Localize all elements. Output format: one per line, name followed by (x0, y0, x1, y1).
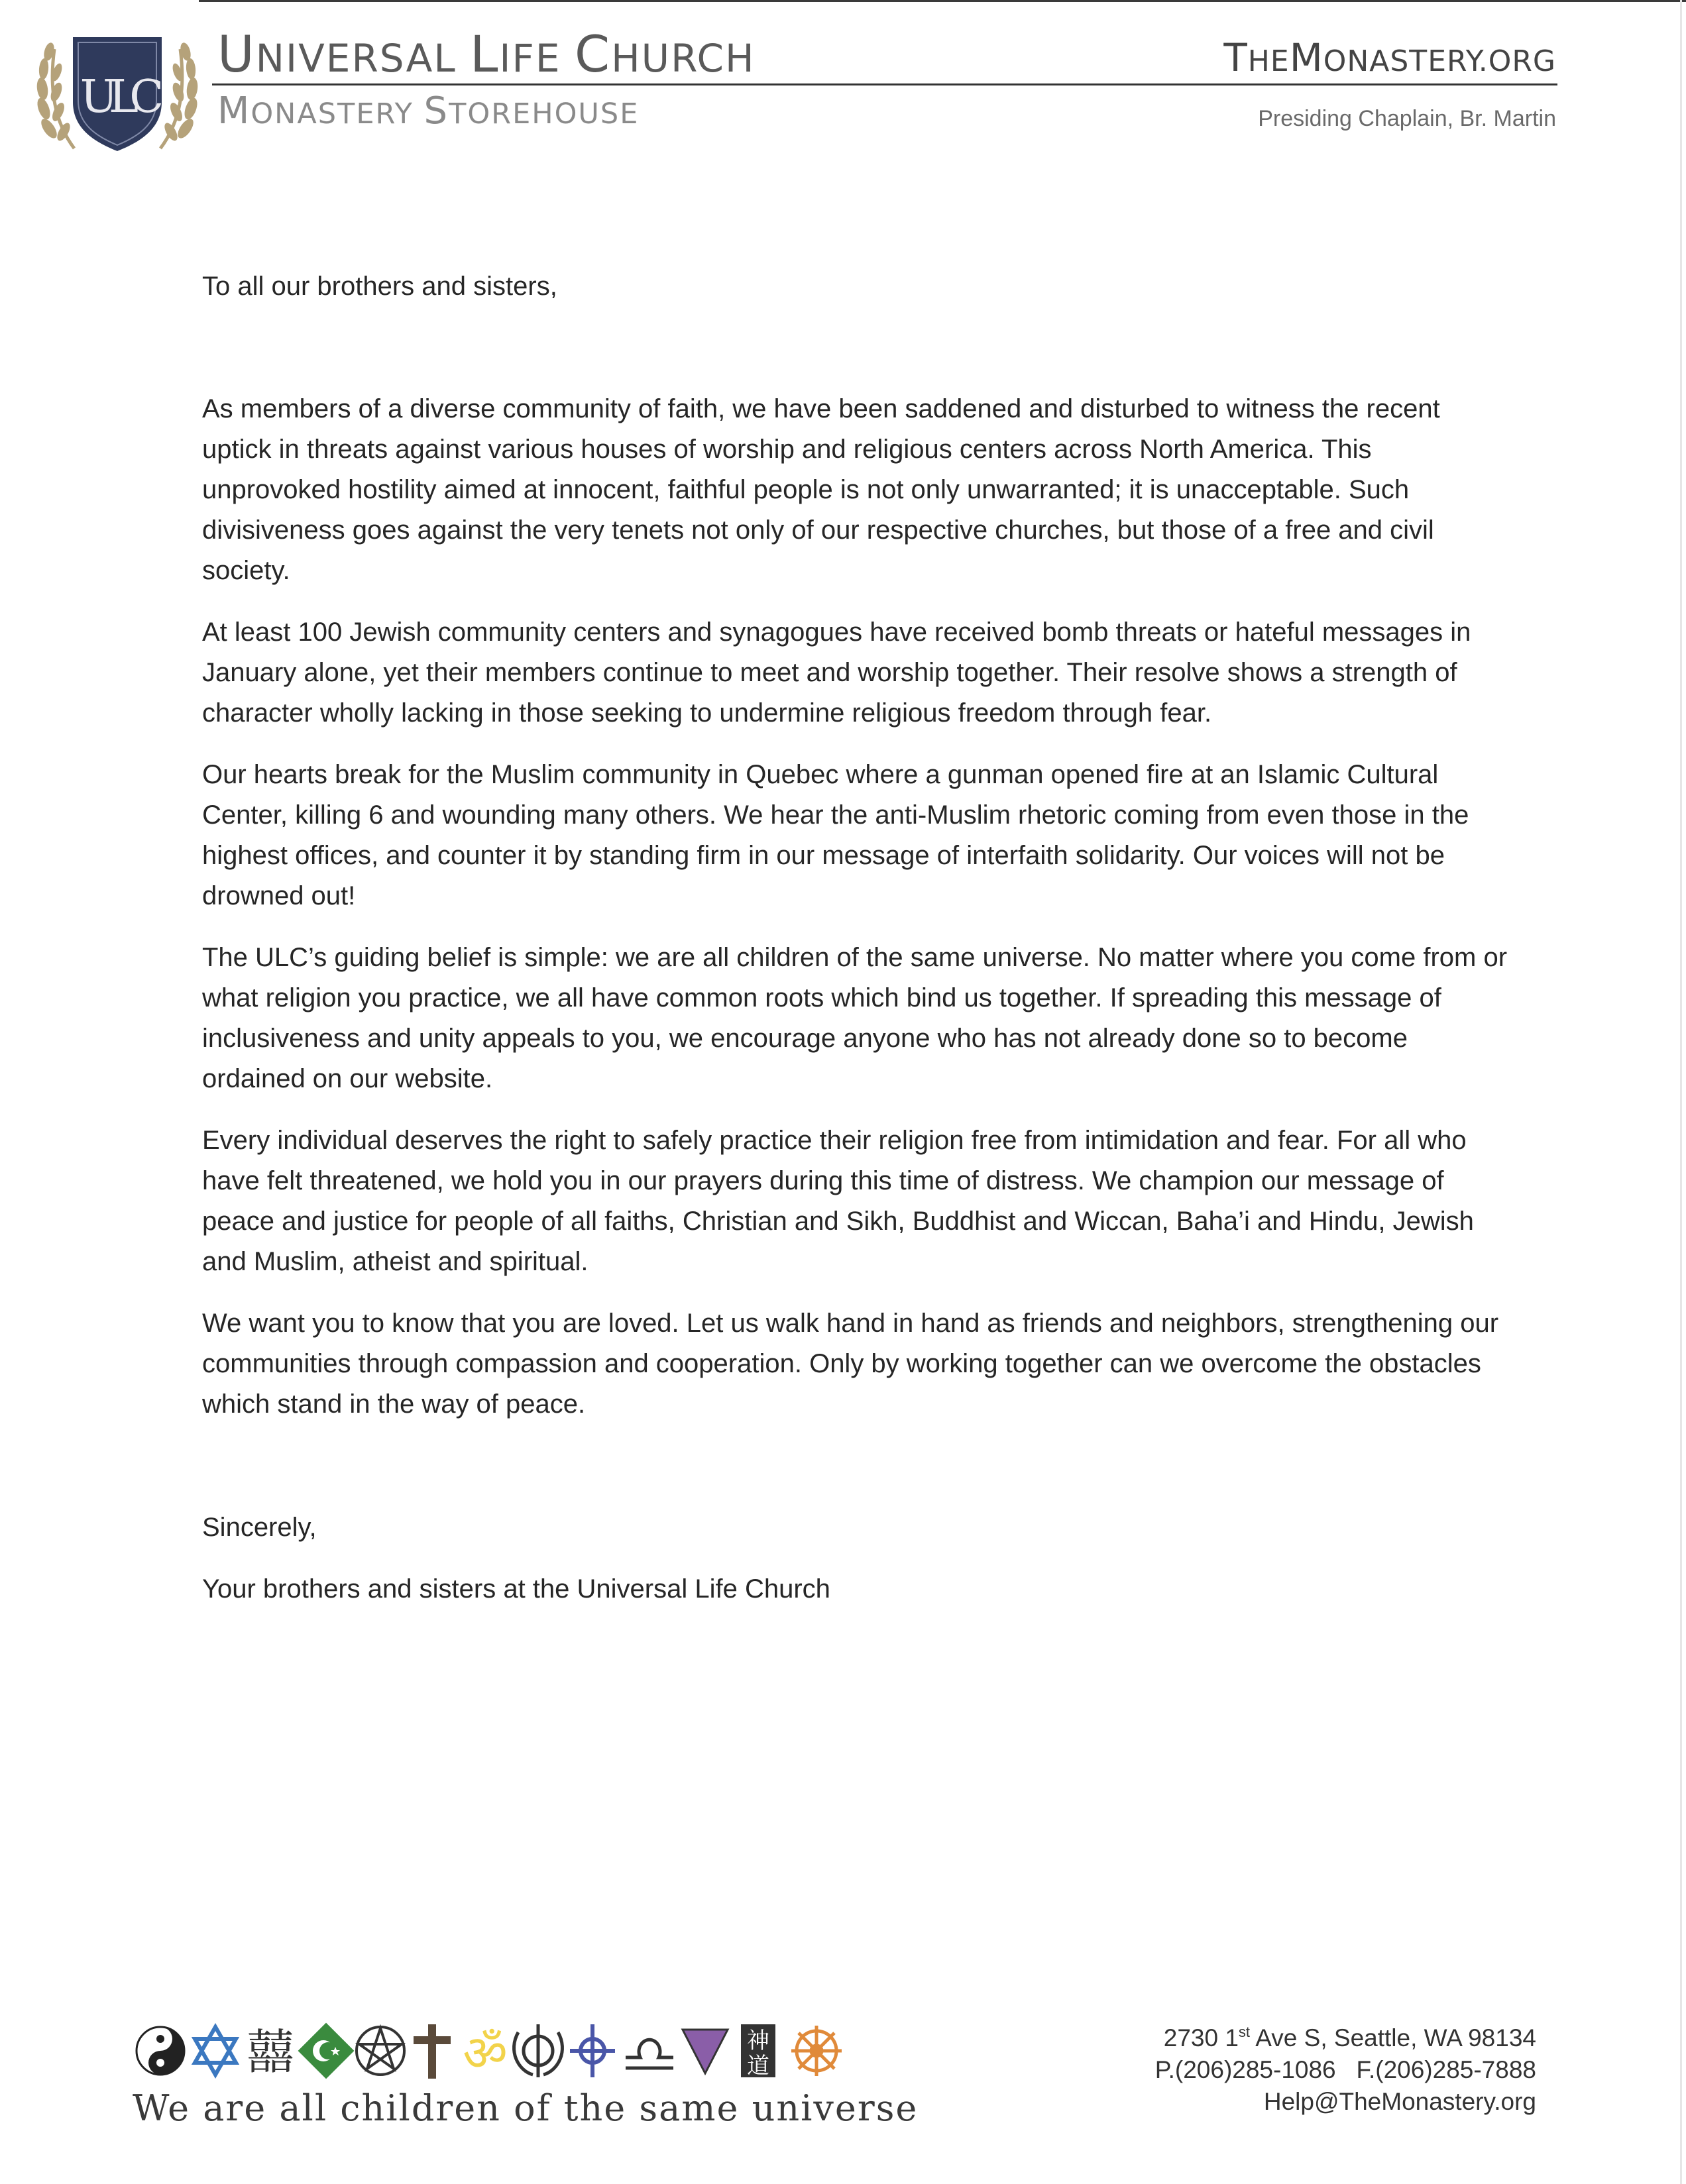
paragraph: Every individual deserves the right to safely practice their religion free from intimidation and fear. For all who have felt threatened, we hold you in our prayers during this time of distress. We champion our message of peace and justice for people of all faiths, Christian and Sikh, Buddhist and Wiccan, Baha’i and Hindu, Jewish and Muslim, atheist and spiritual. (202, 1126, 1474, 1276)
shinto-char: 道 (747, 2053, 769, 2079)
org-name-part: NIVERSAL (255, 36, 471, 81)
logo-monogram: ULC (80, 71, 155, 123)
shinto-char: 神 (747, 2028, 769, 2054)
presiding-chaplain: Presiding Chaplain, Br. Martin (1258, 106, 1556, 131)
pentacle-icon (357, 2027, 404, 2075)
scan-border-top (199, 0, 1686, 2)
left-laurel-icon (35, 42, 74, 148)
address-suffix: st (1238, 2024, 1251, 2040)
star-of-david-icon (195, 2027, 236, 2075)
org-subtitle-initial: S (423, 89, 449, 133)
paragraph: Our hearts break for the Muslim community in Quebec where a gunman opened fire at an Islamic Cultural Center, killing 6 and wounding many others. We hear the anti-Muslim rhetoric coming from even those in the highest offices, and counter it by standing firm in our message of interfaith solidarity. Our voices will not be drowned out! (202, 760, 1469, 910)
rosicrucian-cross-icon (570, 2024, 615, 2077)
star-and-crescent-icon (298, 2023, 355, 2079)
website-part: ONASTERY.ORG (1323, 44, 1556, 78)
phone-fax: P.(206)285-1086 F.(206)285-7888 (1154, 2056, 1536, 2083)
paragraph: The ULC’s guiding belief is simple: we are all children of the same universe. No matter where you come from or what religion you practice, we all have common roots which bind us together. If spreading this message of inclusiveness and unity appeals to you, we encourage anyone who has not already done so to become ordained on our website. (202, 943, 1508, 1093)
org-subtitle-part: TOREHOUSE (449, 97, 640, 131)
org-name-initial: U (217, 25, 256, 83)
khanda-icon (514, 2024, 563, 2077)
om-icon: ॐ (463, 2025, 508, 2081)
letterhead-rule (212, 83, 1557, 85)
org-name-part: HURCH (611, 36, 756, 81)
email-address: Help@TheMonastery.org (1263, 2088, 1536, 2115)
paragraph: As members of a diverse community of faith, we have been saddened and disturbed to witness the recent uptick in threats against various houses of worship and religious centers across North America. This unprovoked hostility aimed at innocent, faithful people is not only unwarranted; it is unacceptable. Such divisiveness goes against the very tenets not only of our respective churches, but those of a free and civil society. (202, 394, 1440, 585)
shinto-icon (741, 2024, 775, 2079)
libra-icon (626, 2040, 673, 2068)
org-name-initial: C (574, 25, 612, 83)
paragraph: At least 100 Jewish community centers and synagogues have received bomb threats or hateful messages in January alone, yet their members continue to meet and worship together. Their resolve shows a strength of character wholly lacking in those seeking to undermine religious freedom through fear. (202, 618, 1471, 728)
address-rest: Ave S, Seattle, WA 98134 (1250, 2024, 1536, 2051)
paragraph: We want you to know that you are loved. Let us walk hand in hand as friends and neighbors, strengthening our communities through compassion and cooperation. Only by working together can we overcome the obstacles which stand in the way of peace. (202, 1309, 1499, 1419)
scan-border-right (1680, 0, 1682, 2184)
signature: Your brothers and sisters at the Universal Life Church (202, 1574, 830, 1604)
inverted-triangle-icon (683, 2030, 728, 2073)
website-part: HE (1247, 44, 1290, 78)
org-name (217, 25, 756, 83)
org-name-part: IFE (499, 36, 575, 81)
ulc-crest-logo (34, 29, 200, 152)
org-name-initial: L (470, 25, 500, 83)
org-subtitle (217, 89, 640, 133)
contact-address-block (1155, 2022, 1536, 2118)
right-laurel-icon (160, 42, 199, 148)
dharma-wheel-icon (791, 2026, 842, 2076)
yin-yang-icon (137, 2027, 184, 2075)
christian-cross-icon (414, 2024, 451, 2079)
website-initial: M (1289, 35, 1323, 80)
address-number: 2730 1 (1163, 2024, 1239, 2051)
org-subtitle-part: ONASTERY (251, 97, 424, 131)
religious-symbols-strip (133, 2021, 862, 2081)
website-initial: T (1223, 35, 1248, 80)
letter-body (202, 266, 1514, 1610)
double-happiness-icon: 囍 (246, 2024, 295, 2080)
tagline: We are all children of the same universe (133, 2087, 919, 2129)
salutation: To all our brothers and sisters, (202, 272, 557, 301)
street-address (1155, 2022, 1536, 2054)
org-subtitle-initial: M (217, 89, 251, 133)
closing: Sincerely, (202, 1513, 317, 1542)
website-name (1223, 35, 1556, 80)
